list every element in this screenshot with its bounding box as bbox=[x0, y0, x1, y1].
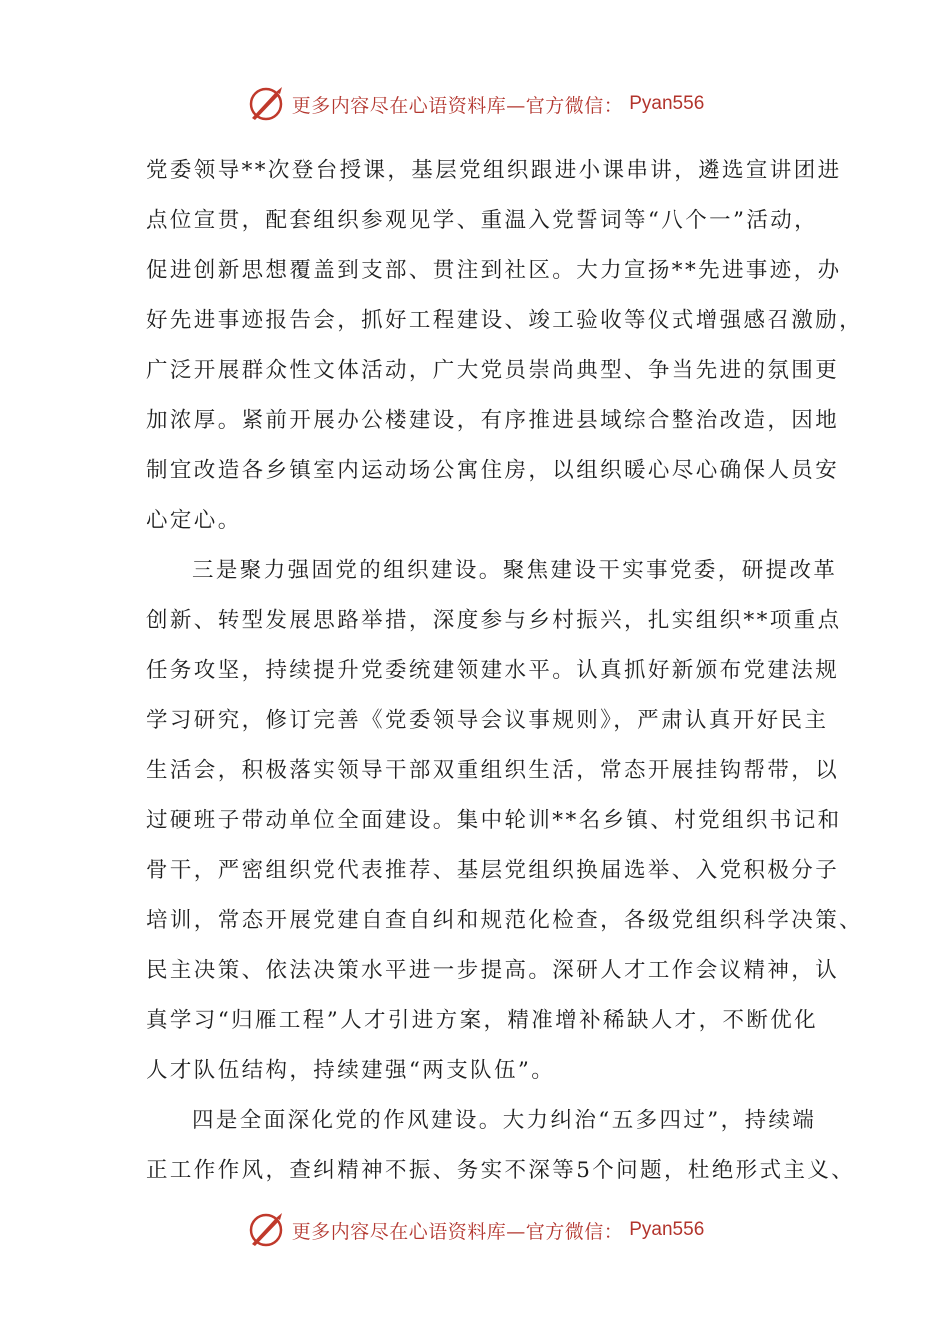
text-line: 创新、转型发展思路举措，深度参与乡村振兴，扎实组织**项重点 bbox=[146, 608, 842, 633]
text-line: 骨干，严密组织党代表推荐、基层党组织换届选举、入党积极分子 bbox=[146, 858, 840, 883]
paragraph-first-line: 三是聚力强固党的组织建设。聚焦建设干实事党委，研提改革 bbox=[192, 558, 838, 583]
document-body bbox=[146, 146, 864, 1196]
text-line: 任务攻坚，持续提升党委统建领建水平。认真抓好新颁布党建法规 bbox=[146, 658, 840, 683]
text-line: 正工作作风，查纠精神不振、务实不深等5个问题，杜绝形式主义、 bbox=[146, 1158, 856, 1183]
header-watermark bbox=[0, 80, 950, 128]
text-line: 心定心。 bbox=[146, 508, 242, 533]
text-line: 好先进事迹报告会，抓好工程建设、竣工验收等仪式增强感召激励， bbox=[146, 308, 864, 333]
text-line: 人才队伍结构，持续建强“两支队伍”。 bbox=[146, 1058, 556, 1083]
text-line: 过硬班子带动单位全面建设。集中轮训**名乡镇、村党组织书记和 bbox=[146, 808, 842, 833]
text-line: 促进创新思想覆盖到支部、贯注到社区。大力宣扬**先进事迹，办 bbox=[146, 258, 842, 283]
text-line: 生活会，积极落实领导干部双重组织生活，常态开展挂钩帮带，以 bbox=[146, 758, 840, 783]
footer-watermark-text: 更多内容尽在心语资料库—官方微信： bbox=[291, 1220, 624, 1243]
text-line: 点位宣贯，配套组织参观见学、重温入党誓词等“八个一”活动， bbox=[146, 208, 819, 233]
quill-logo-icon bbox=[246, 84, 286, 124]
text-line: 加浓厚。紧前开展办公楼建设，有序推进县域综合整治改造，因地 bbox=[146, 408, 840, 433]
text-line: 真学习“归雁工程”人才引进方案，精准增补稀缺人才，不断优化 bbox=[146, 1008, 819, 1033]
footer-watermark-handle: Pyan556 bbox=[629, 1219, 705, 1240]
paragraph-first-line: 四是全面深化党的作风建设。大力纠治“五多四过”，持续端 bbox=[192, 1108, 817, 1133]
footer-watermark bbox=[0, 1206, 950, 1254]
quill-logo-icon bbox=[246, 1210, 286, 1250]
text-line: 学习研究，修订完善《党委领导会议事规则》，严肃认真开好民主 bbox=[146, 708, 829, 733]
text-line: 培训，常态开展党建自查自纠和规范化检查，各级党组织科学决策、 bbox=[146, 908, 864, 933]
header-watermark-handle: Pyan556 bbox=[629, 93, 705, 114]
text-line: 民主决策、依法决策水平进一步提高。深研人才工作会议精神，认 bbox=[146, 958, 840, 983]
header-watermark-text: 更多内容尽在心语资料库—官方微信： bbox=[291, 94, 624, 117]
text-line: 广泛开展群众性文体活动，广大党员崇尚典型、争当先进的氛围更 bbox=[146, 358, 840, 383]
text-line: 党委领导**次登台授课，基层党组织跟进小课串讲，遴选宣讲团进 bbox=[146, 158, 842, 183]
text-line: 制宜改造各乡镇室内运动场公寓住房，以组织暖心尽心确保人员安 bbox=[146, 458, 840, 483]
